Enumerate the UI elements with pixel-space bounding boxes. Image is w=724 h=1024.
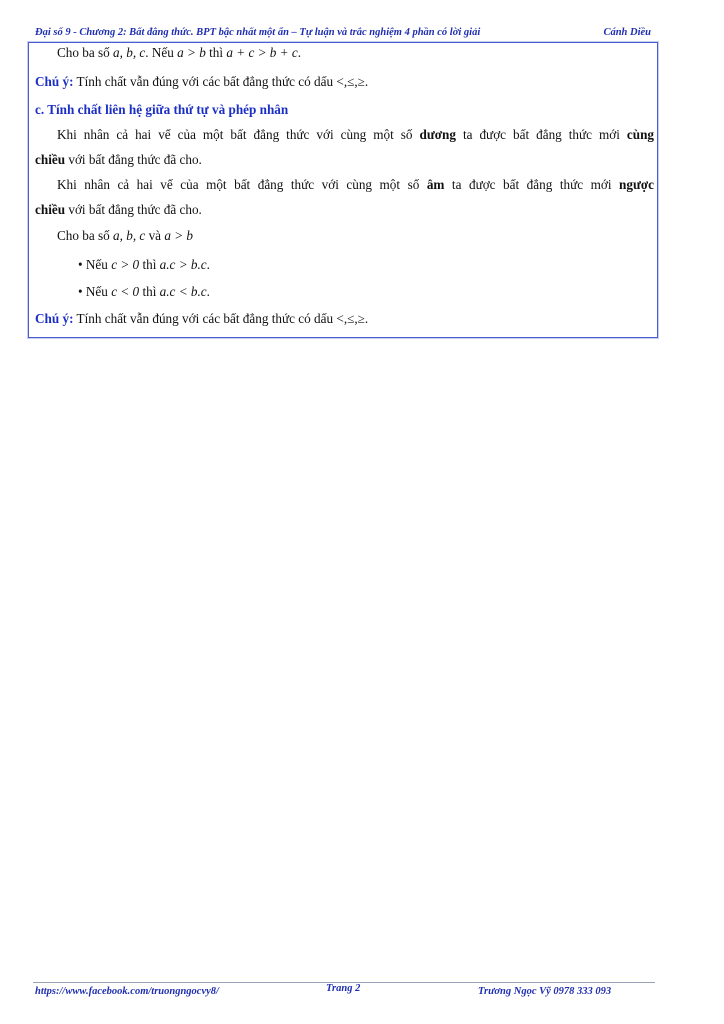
footer-author: Trương Ngọc Vỹ 0978 333 093: [478, 986, 612, 997]
header-brand: Cánh Diều: [603, 27, 651, 38]
paragraph-positive-cont: chiều với bất đẳng thức đã cho.: [35, 152, 202, 167]
paragraph-positive: Khi nhân cả hai vế của một bất đẳng thức với cùng một số dương ta được bất đẳng thức mới cùng: [57, 127, 655, 142]
note-label-2: Chú ý:: [35, 311, 74, 326]
given-line: Cho ba số a, b, c và a > b: [57, 228, 194, 243]
page-header: [33, 27, 651, 41]
section-heading: c. Tính chất liên hệ giữa thứ tự và phép nhân: [35, 102, 289, 117]
note-line-2: Chú ý: Tính chất vẫn đúng với các bất đẳng thức có dấu <,≤,≥.: [35, 311, 369, 326]
paragraph-negative: Khi nhân cả hai vế của một bất đẳng thức với cùng một số âm ta được bất đẳng thức mới ngược: [57, 177, 655, 192]
page-number: Trang 2: [326, 983, 361, 994]
bullet-negative: • Nếu c < 0 thì a.c < b.c.: [78, 284, 210, 299]
bullet-positive: • Nếu c > 0 thì a.c > b.c.: [78, 257, 210, 272]
property-line: Cho ba số a, b, c. Nếu a > b thì a + c > b + c.: [57, 45, 302, 60]
paragraph-negative-cont: chiều với bất đẳng thức đã cho.: [35, 202, 202, 217]
note-label: Chú ý:: [35, 74, 74, 89]
footer-link[interactable]: https://www.facebook.com/truongngocvy8/: [35, 986, 219, 997]
note-line: Chú ý: Tính chất vẫn đúng với các bất đẳng thức có dấu <,≤,≥.: [35, 74, 369, 89]
header-title: Đại số 9 - Chương 2: Bất đẳng thức. BPT bậc nhất một ẩn – Tự luận và trắc nghiệm 4 phần có lời giải: [35, 27, 481, 38]
